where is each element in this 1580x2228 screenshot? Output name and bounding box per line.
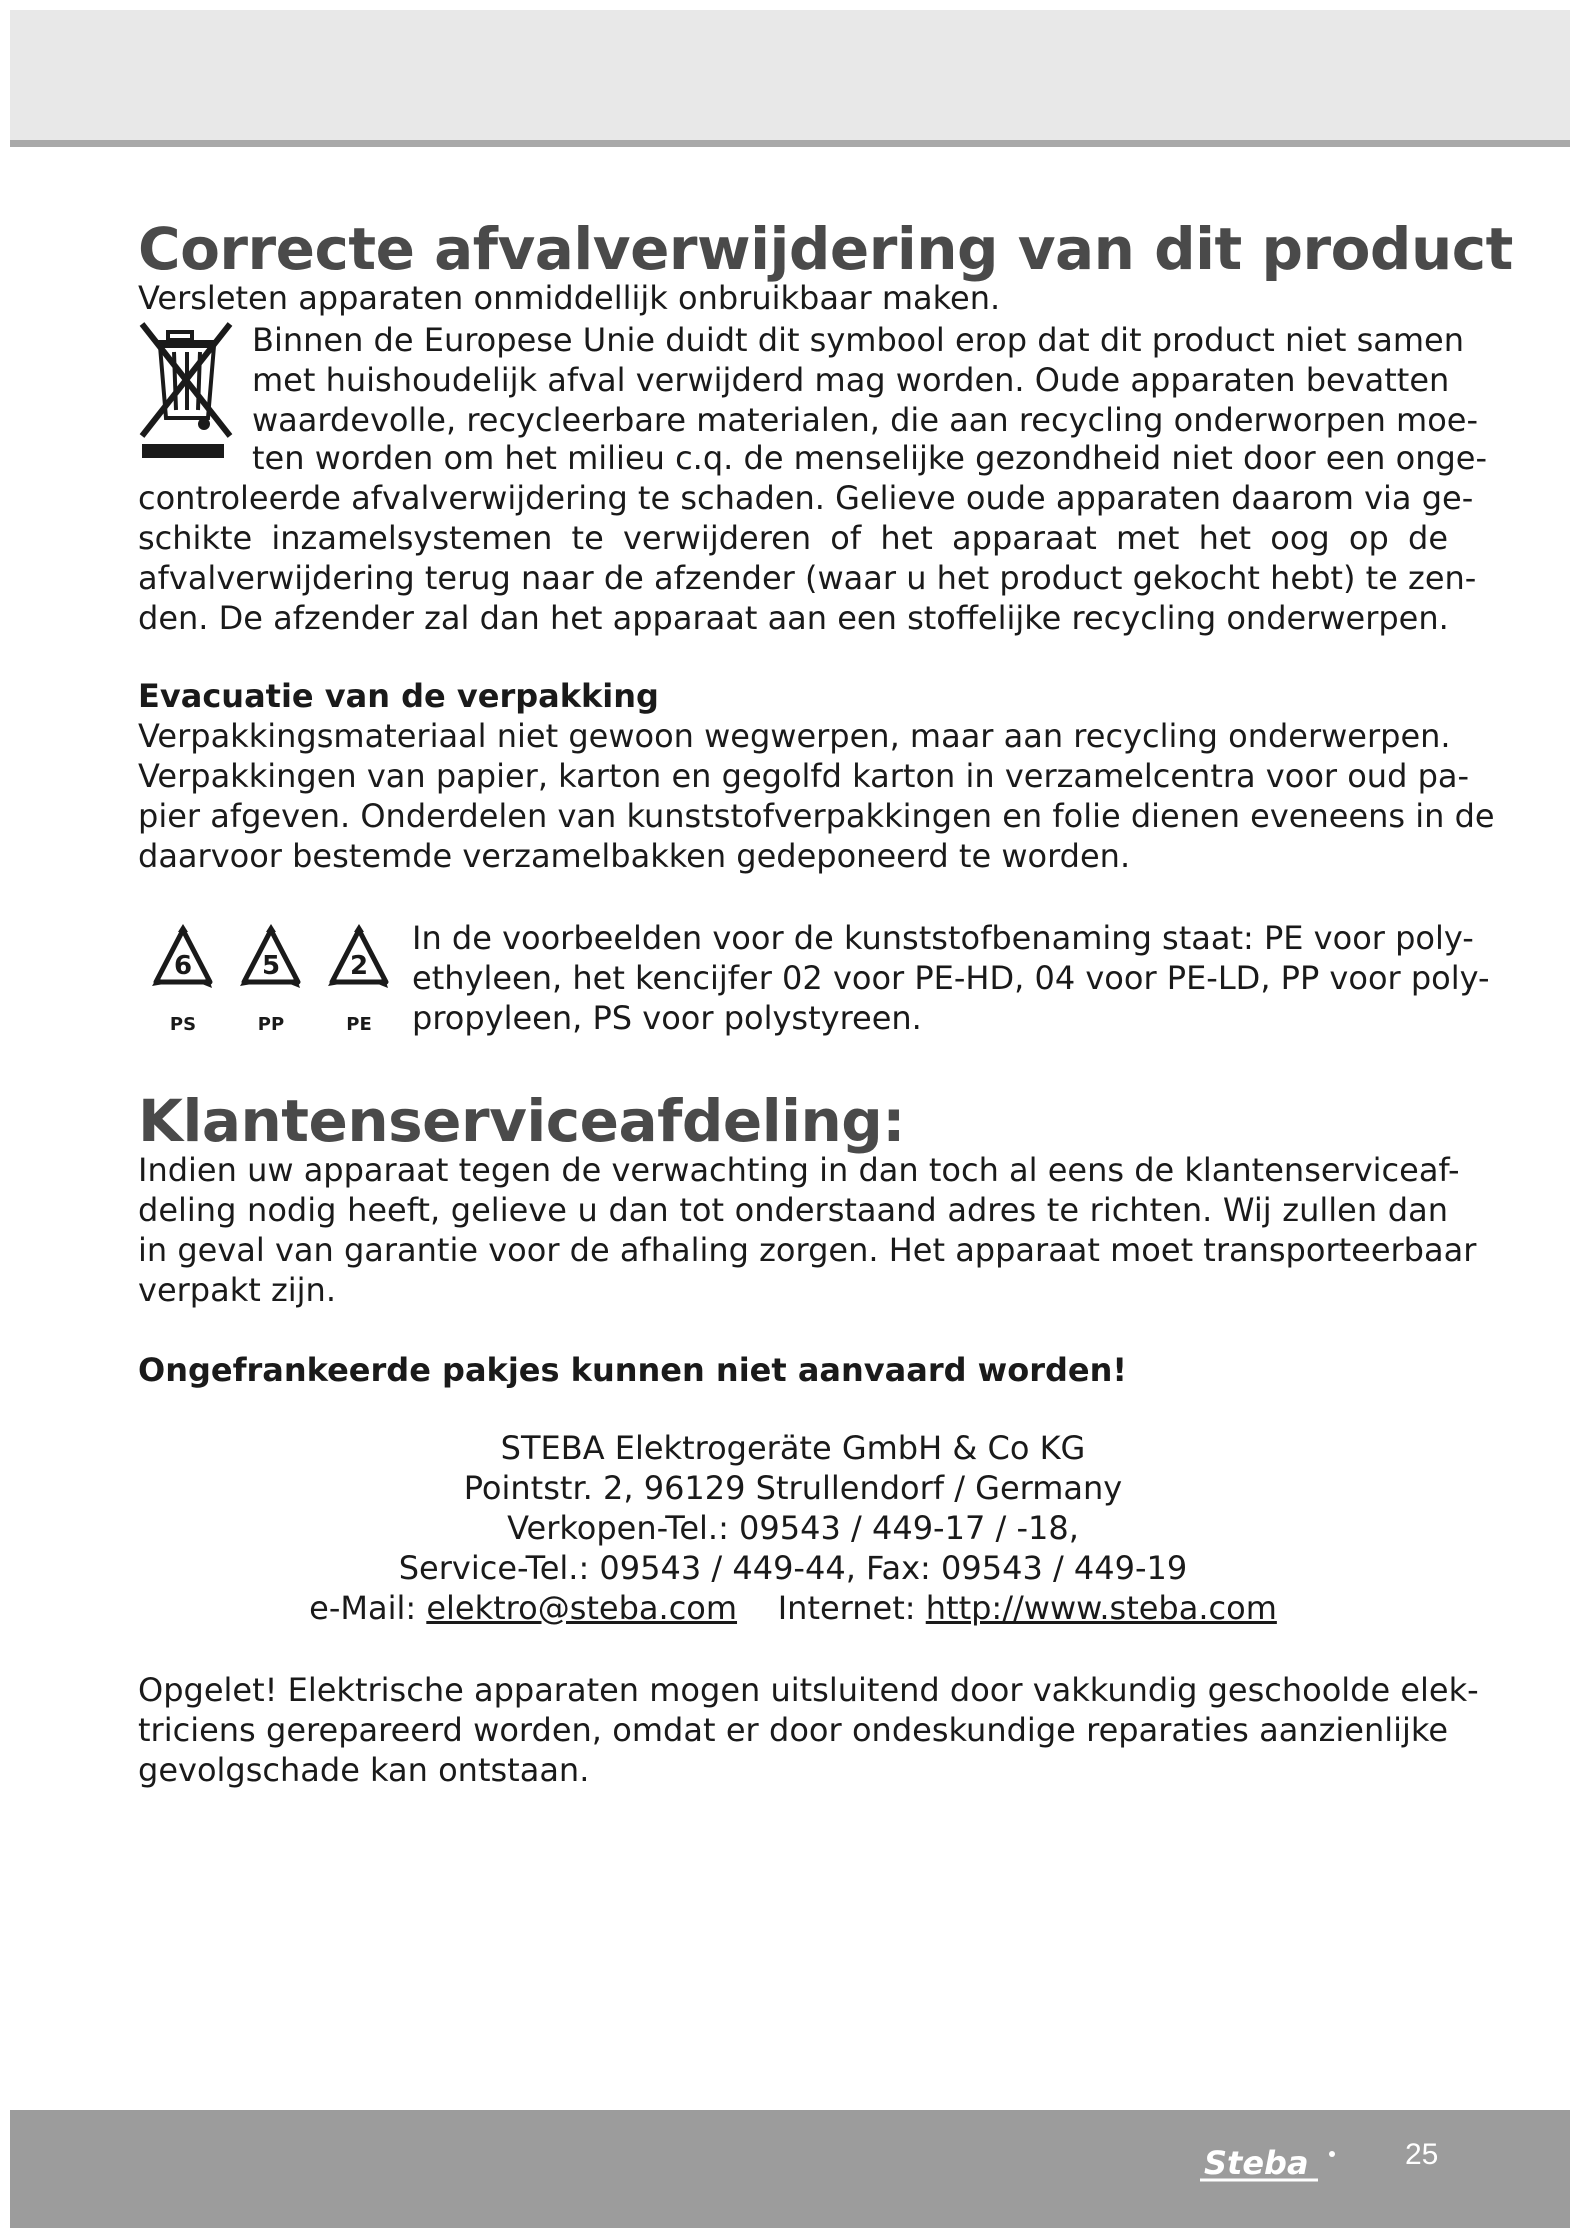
page-number: 25 bbox=[1405, 2138, 1439, 2171]
address-company: STEBA Elektrogeräte GmbH & Co KG bbox=[500, 1429, 1086, 1467]
recycle-number: 2 bbox=[349, 951, 369, 981]
caution-line: Opgelet! Elektrische apparaten mogen uitsluitend door vakkundig geschoolde elek- bbox=[138, 1671, 1479, 1709]
recycle-symbol bbox=[236, 922, 306, 1042]
recycle-symbol bbox=[324, 922, 394, 1042]
disposal-body-line: den. De afzender zal dan het apparaat aan een stoffelijke recycling onderwerpen. bbox=[138, 599, 1449, 637]
email-label: e-Mail: bbox=[309, 1589, 417, 1627]
weee-text-line: Binnen de Europese Unie duidt dit symbool erop dat dit product niet samen bbox=[252, 321, 1464, 359]
address-contact-line bbox=[138, 1588, 1448, 1628]
address-service-tel: Service-Tel.: 09543 / 449-44, Fax: 09543 / 449-19 bbox=[398, 1549, 1188, 1587]
service-line: verpakt zijn. bbox=[138, 1271, 336, 1309]
email-link[interactable]: elektro@steba.com bbox=[426, 1589, 738, 1627]
packaging-line: Verpakkingen van papier, karton en gegolfd karton in verzamelcentra voor oud pa- bbox=[138, 757, 1470, 795]
plastic-text-line: propyleen, PS voor polystyreen. bbox=[412, 999, 922, 1037]
packaging-line: Verpakkingsmateriaal niet gewoon wegwerpen, maar aan recycling onderwerpen. bbox=[138, 717, 1451, 755]
service-line: Indien uw apparaat tegen de verwachting in dan toch al eens de klantenserviceaf- bbox=[138, 1151, 1460, 1189]
disposal-body-line: controleerde afvalverwijdering te schaden. Gelieve oude apparaten daarom via ge- bbox=[138, 479, 1474, 517]
weee-text-line: ten worden om het milieu c.q. de menselijke gezondheid niet door een onge- bbox=[252, 439, 1488, 477]
weee-text-line: waardevolle, recycleerbare materialen, die aan recycling onderworpen moe- bbox=[252, 401, 1479, 439]
header-band bbox=[10, 10, 1570, 147]
packaging-line: daarvoor bestemde verzamelbakken gedeponeerd te worden. bbox=[138, 837, 1131, 875]
address-block bbox=[138, 1428, 1448, 1628]
caution-line: triciens gerepareerd worden, omdat er door ondeskundige reparaties aanzienlijke bbox=[138, 1711, 1448, 1749]
packaging-heading: Evacuatie van de verpakking bbox=[138, 677, 659, 715]
plastic-text-line: ethyleen, het kencijfer 02 voor PE-HD, 04 voor PE-LD, PP voor poly- bbox=[412, 959, 1490, 997]
recycle-code: PE bbox=[346, 1014, 372, 1035]
address-sales-tel: Verkopen-Tel.: 09543 / 449-17 / -18, bbox=[507, 1509, 1079, 1547]
recycle-triangle-icon bbox=[236, 922, 306, 1012]
disposal-intro: Versleten apparaten onmiddellijk onbruikbaar maken. bbox=[138, 279, 1001, 317]
disposal-body-line: schikte inzamelsystemen te verwijderen of het apparaat met het oog op de bbox=[138, 519, 1448, 557]
service-title: Klantenserviceafdeling: bbox=[138, 1087, 905, 1155]
website-link[interactable]: http://www.steba.com bbox=[925, 1589, 1277, 1627]
service-line: in geval van garantie voor de afhaling zorgen. Het apparaat moet transporteerbaar bbox=[138, 1231, 1477, 1269]
recycle-code: PP bbox=[257, 1014, 285, 1035]
weee-text-line: met huishoudelijk afval verwijderd mag worden. Oude apparaten bevatten bbox=[252, 361, 1450, 399]
steba-logo bbox=[1200, 2140, 1360, 2190]
packaging-line: pier afgeven. Onderdelen van kunststofverpakkingen en folie dienen eveneens in de bbox=[138, 797, 1495, 835]
recycle-triangle-icon bbox=[324, 922, 394, 1012]
unfranked-warning: Ongefrankeerde pakjes kunnen niet aanvaard worden! bbox=[138, 1351, 1127, 1389]
service-line: deling nodig heeft, gelieve u dan tot onderstaand adres te richten. Wij zullen dan bbox=[138, 1191, 1448, 1229]
recycle-triangle-icon bbox=[148, 922, 218, 1012]
address-street: Pointstr. 2, 96129 Strullendorf / Germany bbox=[463, 1469, 1123, 1507]
internet-label: Internet: bbox=[777, 1589, 916, 1627]
recycle-code: PS bbox=[169, 1014, 197, 1035]
logo-text: Steba bbox=[1204, 2144, 1309, 2182]
recycle-number: 5 bbox=[261, 951, 281, 981]
recycle-symbols bbox=[148, 922, 398, 1042]
caution-line: gevolgschade kan ontstaan. bbox=[138, 1751, 590, 1789]
recycle-number: 6 bbox=[173, 951, 193, 981]
disposal-title: Correcte afvalverwijdering van dit product bbox=[138, 215, 1513, 283]
disposal-body-line: afvalverwijdering terug naar de afzender (waar u het product gekocht hebt) te zen- bbox=[138, 559, 1477, 597]
plastic-text-line: In de voorbeelden voor de kunststofbenaming staat: PE voor poly- bbox=[412, 919, 1474, 957]
weee-crossed-bin-icon bbox=[138, 318, 234, 460]
recycle-symbol bbox=[148, 922, 218, 1042]
